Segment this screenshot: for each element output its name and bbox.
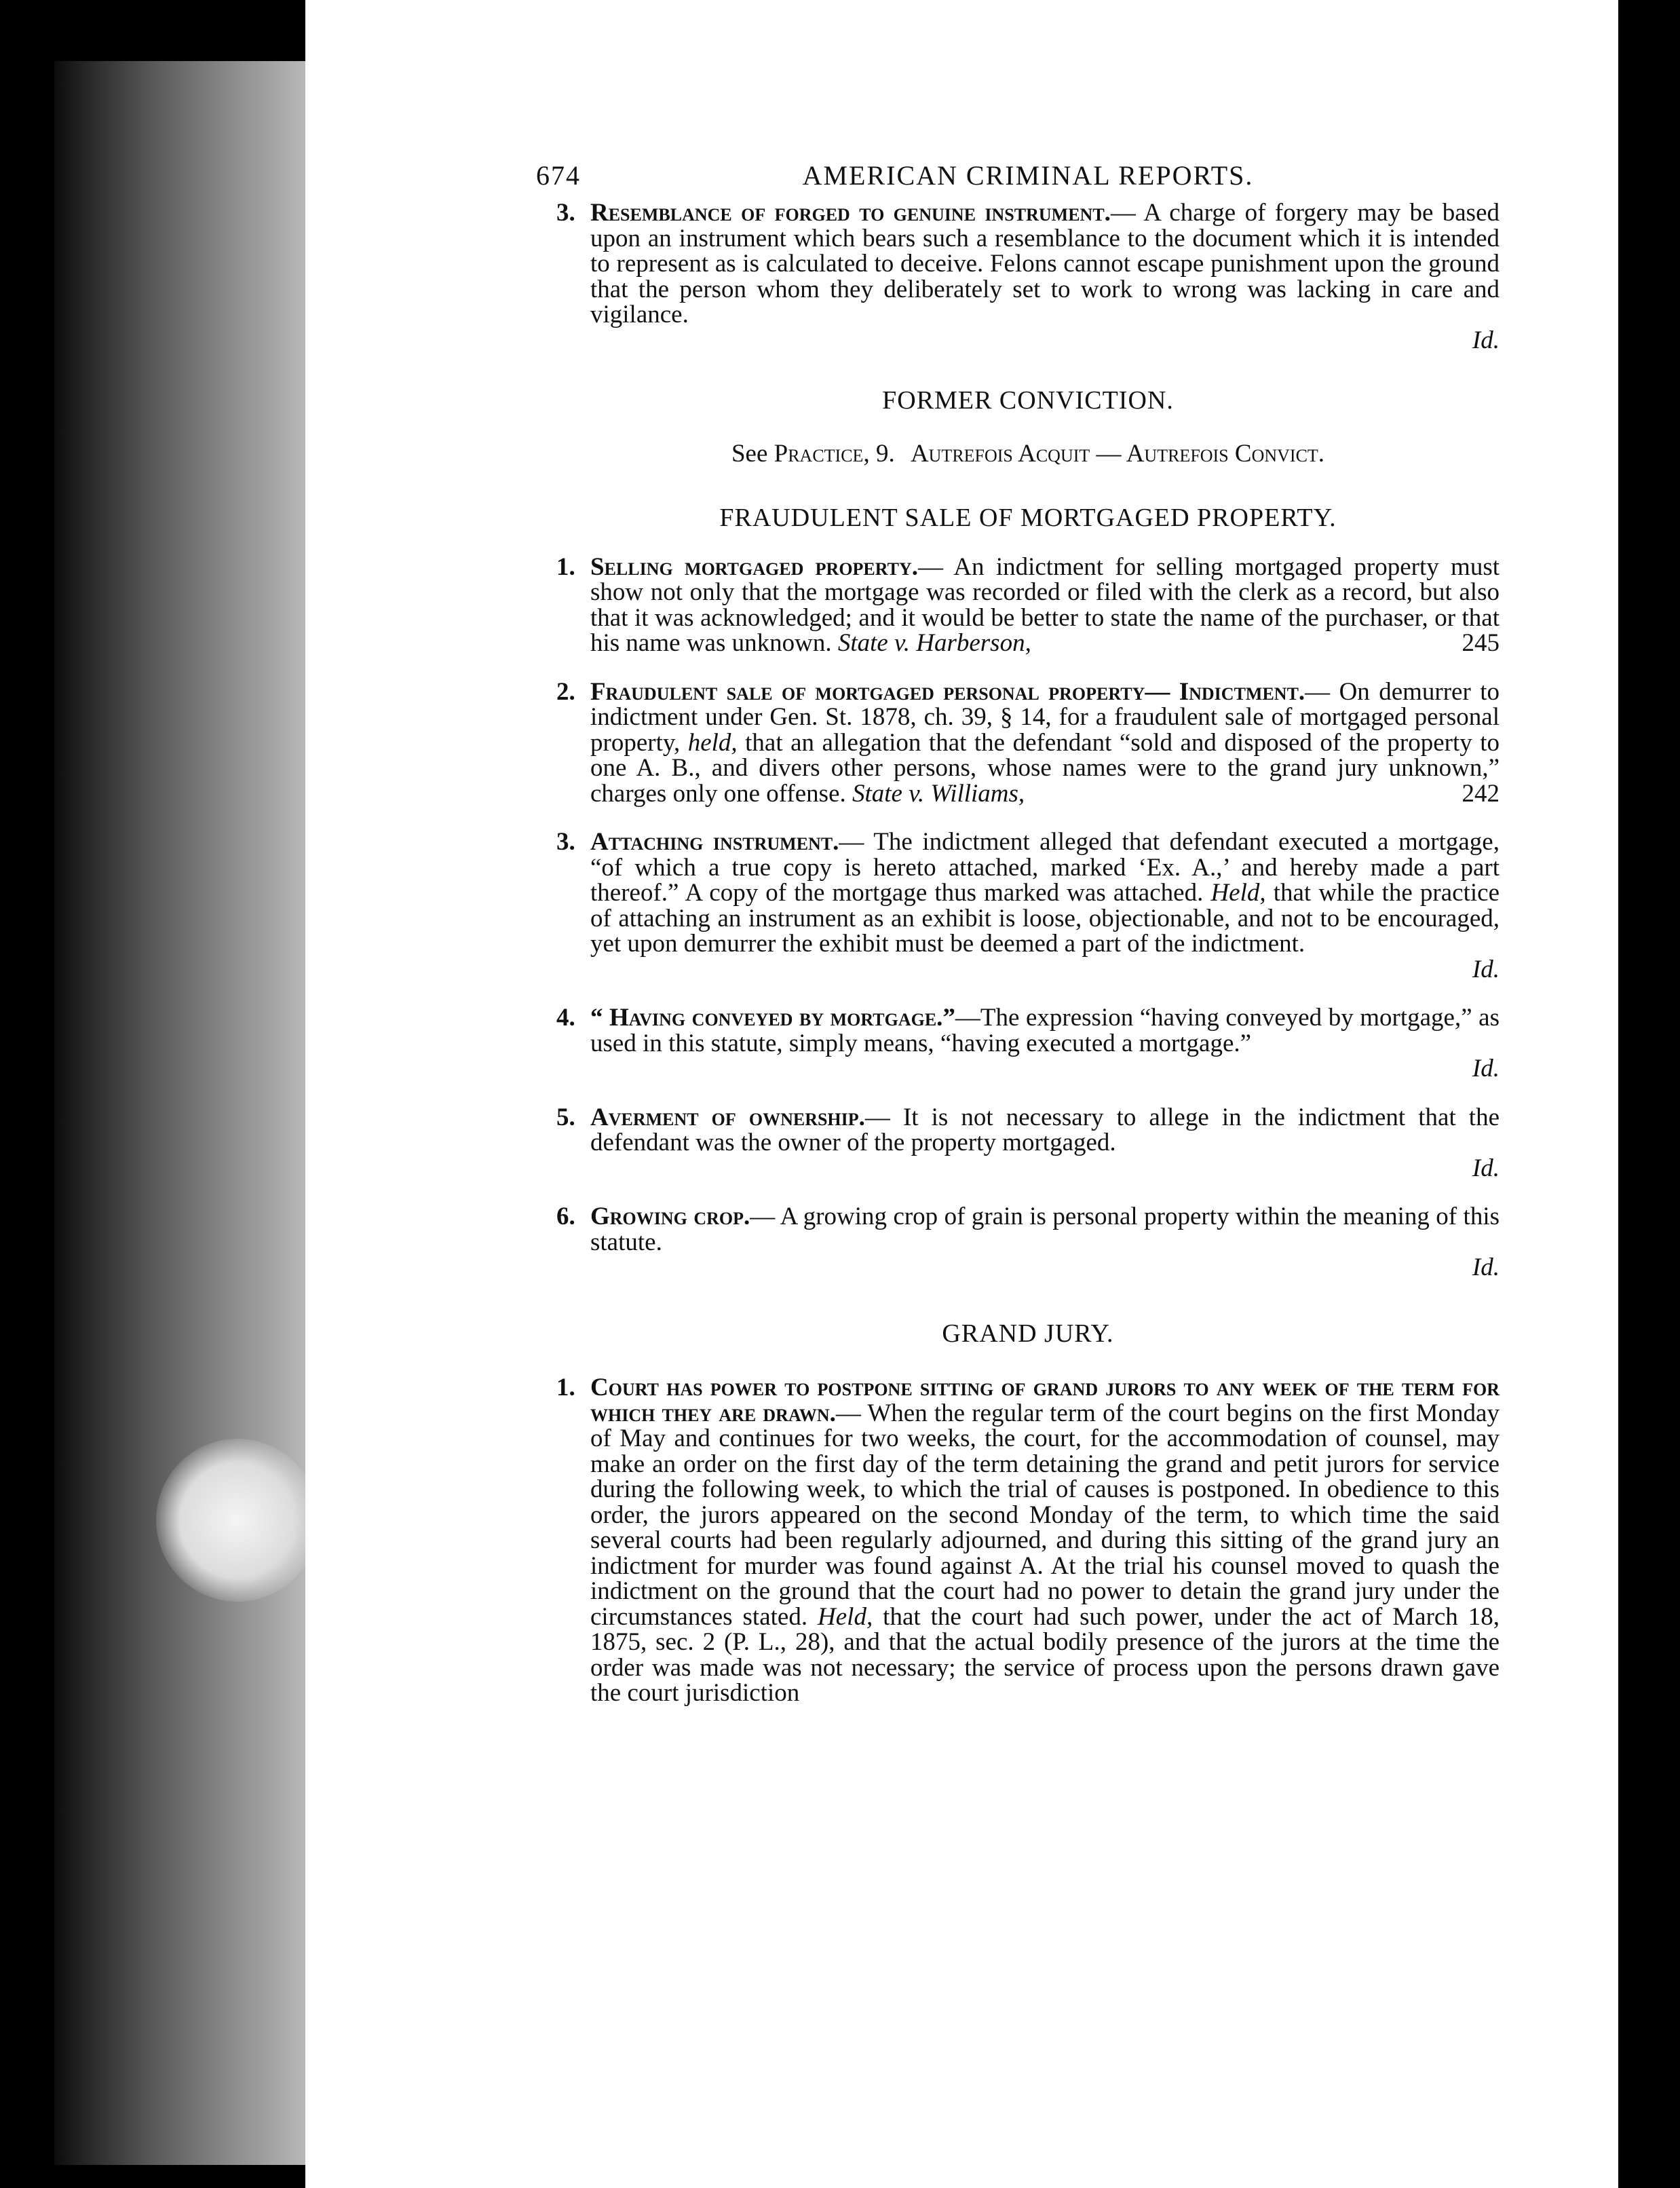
- held-word: held,: [687, 728, 738, 757]
- entry-text: — On demurrer to indictment under Gen. St. 1878, ch. 39, § 14, for a fraudulent sale of mortgaged personal property,: [590, 677, 1500, 757]
- cross-ref-practice: Practice: [774, 439, 864, 468]
- entry-title: Fraudulent sale of mortgaged personal property— Indictment.: [590, 677, 1305, 706]
- entry-number: 6.: [556, 1203, 575, 1230]
- citation-id: Id.: [1472, 1253, 1500, 1281]
- page-number: 674: [536, 160, 581, 191]
- entry-title: Attaching instrument.: [590, 828, 839, 856]
- entry-number: 1.: [556, 552, 575, 581]
- entry-text-continued: that the court had such power, under the act of March 18, 1875, sec. 2 (P. L., 28), and that the actual bodily presence of the jurors at the time the order was made was not necessary; the service of process upon the persons drawn gave the court jurisdiction: [590, 1602, 1500, 1707]
- section-heading-fraudulent-sale: FRAUDULENT SALE OF MORTGAGED PROPERTY.: [719, 504, 1337, 532]
- book-spine-edge: [54, 61, 305, 2165]
- book-page: [305, 0, 1618, 2188]
- cross-ref-autrefois: Autrefois Acquit — Autrefois Convict.: [910, 439, 1325, 468]
- entry-number: 5.: [556, 1103, 575, 1131]
- cross-reference: See Practice, 9. Autrefois Acquit — Autrefois Convict.: [731, 439, 1325, 468]
- citation-id: Id.: [1472, 1154, 1500, 1182]
- headnote-entry: [556, 1375, 1500, 1706]
- section-heading-former-conviction: FORMER CONVICTION.: [882, 386, 1174, 415]
- entry-text: — A growing crop of grain is personal property within the meaning of this statute.: [590, 1203, 1500, 1256]
- held-word: Held,: [1210, 879, 1266, 907]
- entry-text: — It is not necessary to allege in the indictment that the defendant was the owner of the property mortgaged.: [590, 1103, 1500, 1156]
- entry-number: 2.: [556, 677, 575, 706]
- running-head: [536, 153, 1500, 193]
- page-text-block: [536, 153, 1500, 1707]
- running-title: AMERICAN CRIMINAL REPORTS.: [802, 160, 1254, 191]
- entry-title: Selling mortgaged property.: [590, 552, 919, 581]
- entry-text-continued: that an allegation that the defendant “sold and disposed of the property to one A. B., and divers other persons, whose names were to the grand jury unknown,” charges only one offense.: [590, 728, 1500, 808]
- entry-text: — An indictment for selling mortgaged property must show not only that the mortgage was recorded or filed with the clerk as a record, but also that it was acknowledged; and it would be better to state the name of the purchaser, or that his name was unknown.: [590, 552, 1500, 657]
- citation-id: Id.: [1472, 955, 1500, 983]
- headnote-entry: [556, 200, 1500, 353]
- case-page: 242: [1462, 779, 1500, 808]
- entry-text-continued: that while the practice of attaching an instrument as an exhibit is loose, objectionable, and not to be encouraged, yet upon demurrer the exhibit must be deemed a part of the indictment.: [590, 879, 1500, 958]
- entry-text: — A charge of forgery may be based upon an instrument which bears such a resemblance to the document which it is intended to represent as is calculated to deceive. Felons cannot escape punishment upon the ground that the person whom they deliberately set to work to wrong was lacking in care and vigilance.: [590, 199, 1500, 328]
- entry-title: Growing crop.: [590, 1203, 750, 1230]
- entry-text: — The indictment alleged that defendant executed a mortgage, “of which a true copy is hereto attached, marked ‘Ex. A.,’ and hereby made a part thereof.” A copy of the mortgage thus marked was attached.: [590, 828, 1500, 907]
- entry-title: Court has power to postpone sitting of grand jurors to any week of the term for which they are drawn.: [590, 1374, 1500, 1427]
- case-name: State v. Williams,: [852, 779, 1025, 808]
- section-heading-grand-jury: GRAND JURY.: [942, 1319, 1114, 1348]
- entry-text: — When the regular term of the court begins on the first Monday of May and continues for two weeks, the court, for the accommodation of counsel, may make an order on the first day of the term detaining the grand and petit jurors for service during the following week, to which the trial of causes is postponed. In obedience to this order, the jurors appeared on the second Monday of the term, to which time the said several courts had been regularly adjourned, and during this sitting of the grand jury an indictment for murder was found against A. At the trial his counsel moved to quash the indictment on the ground that the court had no power to detain the grand jury under the circumstances stated.: [590, 1399, 1500, 1631]
- headnote-entry: [556, 679, 1500, 807]
- headnote-entry: [556, 1005, 1500, 1082]
- entry-text: —The expression “having conveyed by mortgage,” as used in this statute, simply means, “having executed a mortgage.”: [590, 1004, 1500, 1057]
- case-page: 245: [1462, 629, 1500, 657]
- entry-title: Averment of ownership.: [590, 1103, 865, 1131]
- citation-id: Id.: [1472, 1055, 1500, 1082]
- held-word: Held,: [818, 1602, 873, 1631]
- entry-title: “ Having conveyed by mortgage.”: [590, 1004, 955, 1032]
- page-stain: [156, 1439, 319, 1602]
- entry-number: 1.: [556, 1374, 575, 1401]
- headnote-entry: [556, 1105, 1500, 1182]
- headnote-entry: [556, 554, 1500, 656]
- entry-number: 3.: [556, 199, 575, 227]
- entry-title: Resemblance of forged to genuine instrument.: [590, 199, 1111, 227]
- entry-number: 3.: [556, 828, 575, 856]
- headnote-entry: [556, 1204, 1500, 1281]
- case-name: State v. Harberson,: [837, 629, 1031, 657]
- entry-number: 4.: [556, 1004, 575, 1032]
- headnote-entry: [556, 829, 1500, 982]
- citation-id: Id.: [1472, 326, 1500, 354]
